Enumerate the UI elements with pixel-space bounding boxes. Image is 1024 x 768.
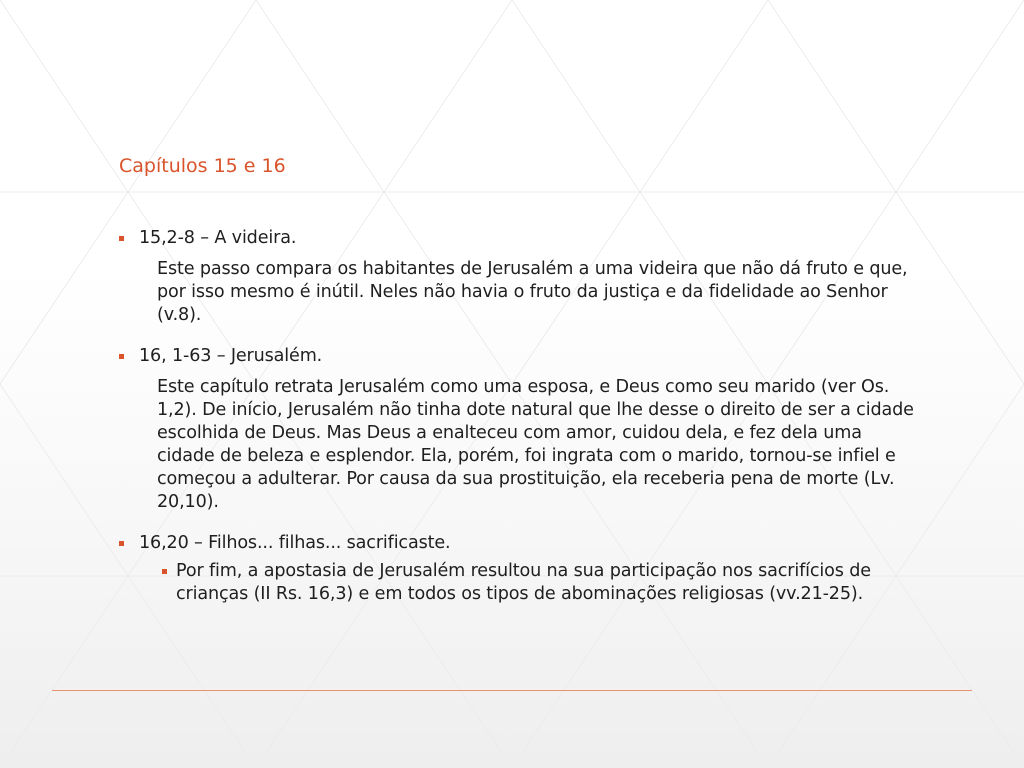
square-bullet-icon: [162, 569, 167, 574]
square-bullet-icon: [119, 354, 124, 359]
bullet-heading-text: 16, 1-63 – Jerusalém.: [139, 346, 323, 366]
bullet-heading-text: 15,2-8 – A videira.: [139, 228, 297, 248]
sub-bullet-text: Por fim, a apostasia de Jerusalém resultou na sua participação nos sacrifícios de crianças (II Rs. 16,3) e em todos os tipos de abominações religiosas (vv.21-25).: [176, 561, 871, 604]
slide-content: [119, 227, 919, 606]
slide-title: Capítulos 15 e 16: [119, 155, 286, 177]
bullet-heading: [119, 532, 919, 555]
bottom-divider: [52, 690, 972, 691]
bullet-heading: [119, 227, 919, 250]
bullet-body: Este capítulo retrata Jerusalém como uma esposa, e Deus como seu marido (ver Os. 1,2). De início, Jerusalém não tinha dote natural que lhe desse o direito de ser a cidade escolhida de Deus. Mas Deus a enalteceu com amor, cuidou dela, e fez dela uma cidade de beleza e esplendor. Ela, porém, foi ingrata com o marido, tornou-se infiel e começou a adulterar. Por causa da sua prostituição, ela receberia pena de morte (Lv. 20,10).: [157, 377, 914, 512]
bullet-item: [119, 532, 919, 606]
bullet-body: Este passo compara os habitantes de Jerusalém a uma videira que não dá fruto e que, por isso mesmo é inútil. Neles não havia o fruto da justiça e da fidelidade ao Senhor (v.8).: [157, 259, 908, 325]
bullet-heading-text: 16,20 – Filhos... filhas... sacrificaste.: [139, 533, 451, 553]
sub-bullet-item: [157, 560, 919, 606]
square-bullet-icon: [119, 541, 124, 546]
bullet-item: [119, 227, 919, 327]
square-bullet-icon: [119, 236, 124, 241]
bullet-heading: [119, 345, 919, 368]
bullet-item: [119, 345, 919, 514]
